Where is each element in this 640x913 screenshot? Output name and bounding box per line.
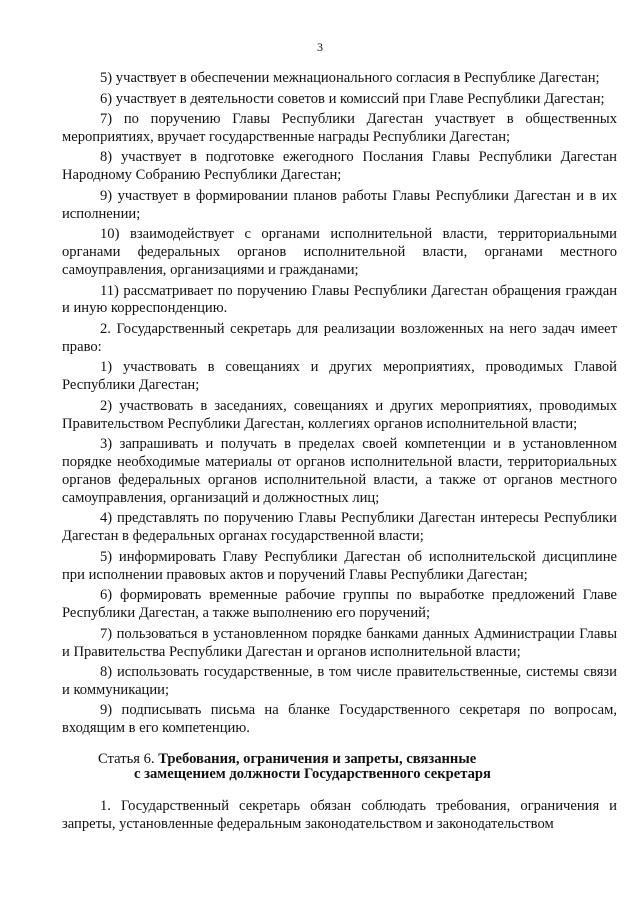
paragraph: 2) участвовать в заседаниях, совещаниях и других мероприятиях, проводимых Правительством Республики Дагестан, коллегиях органов исполнительной власти;	[62, 397, 617, 432]
paragraph: 9) участвует в формировании планов работы Главы Республики Дагестан и в их исполнении;	[62, 187, 617, 222]
paragraph: 4) представлять по поручению Главы Республики Дагестан интересы Республики Дагестан в федеральных органах государственной власти;	[62, 510, 617, 545]
paragraph: 7) по поручению Главы Республики Дагестан участвует в общественных мероприятиях, вручает государственные награды Республики Дагестан;	[62, 111, 617, 145]
paragraph: 1. Государственный секретарь обязан соблюдать требования, ограничения и запреты, установленные федеральным законодательством и законодательством	[62, 798, 617, 833]
paragraph: 10) взаимодействует с органами исполнительной власти, территориальными органами федеральных органов исполнительной власти, органами местного самоуправления, организациями и гражданами;	[62, 226, 617, 279]
document-body	[62, 70, 617, 837]
paragraph: 5) участвует в обеспечении межнационального согласия в Республике Дагестан;	[100, 70, 600, 86]
page-number: 3	[317, 40, 323, 54]
article-title-line-1: Требования, ограничения и запреты, связанные	[158, 751, 477, 768]
paragraph: 7) пользоваться в установленном порядке банками данных Администрации Главы и Правительства Республики Дагестан и органов исполнительной власти;	[62, 625, 617, 660]
paragraph: 3) запрашивать и получать в пределах своей компетенции и в установленном порядке необходимые материалы от органов исполнительной власти, территориальных органов федеральных органов исполнительной власти, а также от органов местного самоуправления, организаций и должностных лиц;	[62, 436, 617, 506]
paragraph: 5) информировать Главу Республики Дагестан об исполнительской дисциплине при исполнении правовых актов и поручений Главы Республики Дагестан;	[62, 548, 617, 583]
paragraph: 2. Государственный секретарь для реализации возложенных на него задач имеет право:	[62, 320, 617, 355]
paragraph: 8) использовать государственные, в том числе правительственные, системы связи и коммуникации;	[62, 664, 617, 698]
paragraph: 6) участвует в деятельности советов и комиссий при Главе Республики Дагестан;	[100, 90, 605, 107]
paragraph: 8) участвует в подготовке ежегодного Послания Главы Республики Дагестан Народному Собранию Республики Дагестан;	[62, 149, 617, 184]
article-title-line-2: с замещением должности Государственного секретаря	[134, 766, 491, 783]
paragraph: 1) участвовать в совещаниях и других мероприятиях, проводимых Главой Республики Дагестан;	[62, 359, 617, 394]
paragraph: 9) подписывать письма на бланке Государственного секретаря по вопросам, входящим в его компетенцию.	[62, 702, 617, 737]
article-heading	[62, 752, 617, 782]
article-label: Статья 6.	[98, 751, 159, 768]
paragraph: 11) рассматривает по поручению Главы Республики Дагестан обращения граждан и иную корреспонденцию.	[62, 282, 617, 317]
paragraph: 6) формировать временные рабочие группы по выработке предложений Главе Республики Дагестан, а также выполнению его поручений;	[62, 587, 617, 622]
